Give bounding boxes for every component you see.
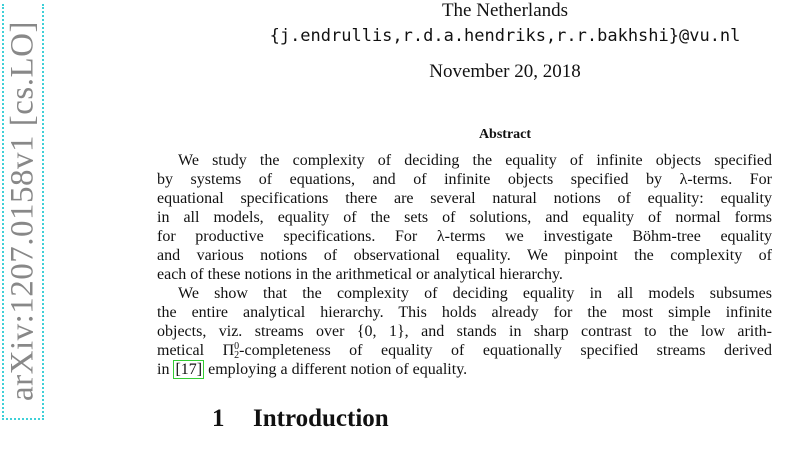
abstract-line: and various notions of observational equality. We pinpoint the complexity of xyxy=(157,247,772,264)
abstract-line: in all models, equality of the sets of solutions, and equality of normal forms xyxy=(157,209,772,226)
section-title: Introduction xyxy=(253,405,389,432)
superscript: 0 xyxy=(234,341,240,353)
abstract-line: We show that the complexity of deciding equality in all models subsumes xyxy=(178,285,772,302)
arxiv-id: arXiv:1207.0158v1 [cs.LO] xyxy=(4,20,41,402)
text: -completeness of equality of equationally specified streams derived xyxy=(239,342,773,359)
date: November 20, 2018 xyxy=(429,61,581,82)
abstract-title: Abstract xyxy=(478,127,532,142)
text: in xyxy=(157,361,174,378)
abstract-line: We study the complexity of deciding the equality of infinite objects specified xyxy=(178,152,772,169)
abstract-line: by systems of equations, and of infinite objects specified by λ-terms. For xyxy=(157,171,772,188)
abstract-line xyxy=(157,341,772,360)
subscript: 2 xyxy=(234,350,240,362)
text: employing a different notion of equality. xyxy=(204,361,468,378)
arxiv-sidebar-stamp xyxy=(2,4,44,420)
abstract-line xyxy=(157,360,772,379)
abstract-body xyxy=(157,151,772,379)
citation-link[interactable]: [17] xyxy=(175,361,203,378)
abstract-line: objects, viz. streams over {0, 1}, and stands in sharp contrast to the low arith- xyxy=(157,323,772,340)
text: metical Π xyxy=(157,342,235,359)
abstract-line: the entire analytical hierarchy. This holds already for the most simple infinite xyxy=(157,304,772,321)
abstract-line: each of these notions in the arithmetical or analytical hierarchy. xyxy=(157,266,563,283)
section-number: 1 xyxy=(212,405,225,432)
author-emails: {j.endrullis,r.d.a.hendriks,r.r.bakhshi}@vu.nl xyxy=(269,26,741,46)
abstract-line: for productive specifications. For λ-terms we investigate Böhm-tree equality xyxy=(157,228,772,245)
abstract-line: equational specifications there are several natural notions of equality: equality xyxy=(157,190,772,207)
affiliation: The Netherlands xyxy=(441,0,569,21)
